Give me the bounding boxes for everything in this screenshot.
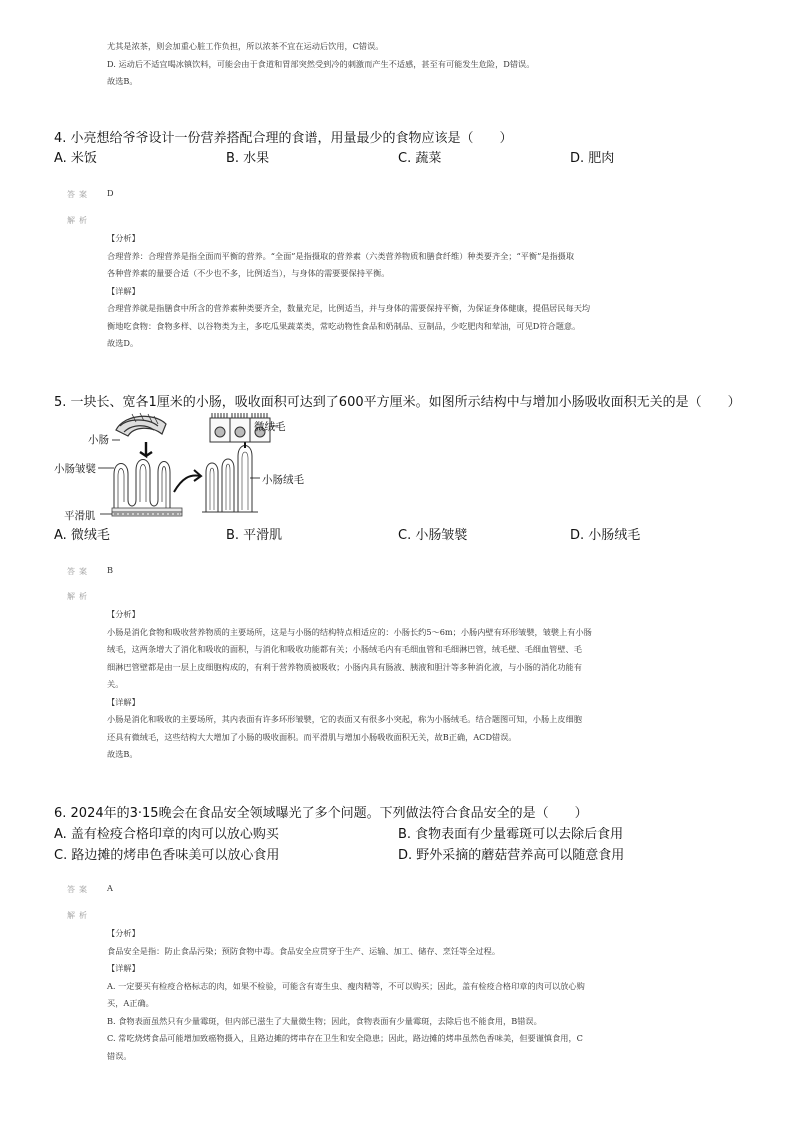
question-6-analysis bbox=[107, 925, 585, 1065]
label-intestinal-folds: 小肠皱襞 bbox=[54, 463, 96, 475]
answer-value: D bbox=[107, 188, 114, 198]
option-a: A. 米饭 bbox=[54, 151, 97, 166]
xiangjie-tag: 【详解】 bbox=[107, 696, 140, 707]
intestine-diagram bbox=[54, 412, 354, 524]
intestinal-folds-drawing bbox=[114, 460, 170, 509]
question-4-analysis bbox=[107, 230, 590, 353]
text-line: 买，A正确。 bbox=[107, 998, 154, 1008]
option-c: C. 小肠皱襞 bbox=[398, 528, 468, 543]
xiangjie-tag: 【详解】 bbox=[107, 963, 140, 973]
answer-value: B bbox=[107, 565, 114, 575]
answer-label: 答案 bbox=[67, 190, 91, 199]
xiangjie-tag: 【详解】 bbox=[107, 285, 140, 296]
text-line: 故选D。 bbox=[107, 338, 139, 348]
label-microvilli: 微绒毛 bbox=[254, 421, 286, 433]
text-line: 故选B。 bbox=[107, 76, 138, 86]
text-line: 错误。 bbox=[107, 1050, 132, 1061]
label-villi: 小肠绒毛 bbox=[262, 474, 304, 486]
text-line: 合理营养：合理营养是指全面而平衡的营养。“全面”是指摄取的营养素（六类营养物质和膳食纤维）种类要齐全；“平衡”是指摄取 bbox=[107, 250, 575, 261]
answer-value: A bbox=[107, 883, 113, 893]
villi-drawing bbox=[202, 446, 258, 513]
label-smooth-muscle: 平滑肌 bbox=[64, 510, 96, 522]
question-5-options bbox=[54, 525, 742, 546]
text-line: 合理营养就是指膳食中所含的营养素种类要齐全，数量充足，比例适当，并与身体的需要保持平衡，为保证身体健康，提倡居民每天均 bbox=[107, 303, 591, 313]
fenxi-tag: 【分析】 bbox=[107, 928, 140, 938]
top-continuation bbox=[107, 38, 534, 91]
text-line: B. 食物表面虽然只有少量霉斑，但内部已滋生了大量微生物；因此，食物表面有少量霉斑，去除后也不能食用，B错误。 bbox=[107, 1015, 542, 1026]
option-c: C. 蔬菜 bbox=[398, 151, 442, 166]
option-a: A. 盖有检疫合格印章的肉可以放心购买 bbox=[54, 827, 279, 842]
text-line: 细淋巴管壁都是由一层上皮细胞构成的，有利于营养物质被吸收；小肠内具有肠液、胰液和胆汁等多种消化液，与小肠的消化功能有 bbox=[107, 661, 582, 672]
option-b: B. 食物表面有少量霉斑可以去除后食用 bbox=[398, 827, 624, 842]
fenxi-tag: 【分析】 bbox=[107, 233, 140, 243]
fenxi-tag: 【分析】 bbox=[107, 609, 140, 619]
text-line: 各种营养素的量要合适（不少也不多，比例适当），与身体的需要要保持平衡。 bbox=[107, 268, 390, 278]
label-small-intestine: 小肠 bbox=[88, 434, 109, 446]
text-line: 食品安全是指：防止食品污染；预防食物中毒。食品安全应贯穿于生产、运输、加工、储存、烹饪等全过程。 bbox=[107, 945, 501, 956]
option-c: C. 路边摊的烤串色香味美可以放心食用 bbox=[54, 848, 280, 863]
text-line: 小肠是消化和吸收的主要场所，其内表面有许多环形皱襞，它的表面又有很多小突起，称为小肠绒毛。结合题图可知，小肠上皮细胞 bbox=[107, 714, 582, 724]
question-5-analysis bbox=[107, 606, 592, 764]
option-b: B. 水果 bbox=[226, 151, 270, 166]
question-4-options bbox=[54, 148, 742, 169]
question-5-stem: 5. 一块长、宽各1厘米的小肠，吸收面积可达到了600平方厘米。如图所示结构中与增加小肠吸收面积无关的是（ ） bbox=[54, 395, 741, 410]
text-line: 衡地吃食物：食物多样、以谷物类为主，多吃瓜果蔬菜类，常吃动物性食品和奶制品、豆制品，少吃肥肉和荤油，可见D符合题意。 bbox=[107, 320, 581, 331]
question-6-stem: 6. 2024年的3·15晚会在食品安全领域曝光了多个问题。下列做法符合食品安全的是（ ） bbox=[54, 806, 588, 821]
answer-label: 答案 bbox=[67, 567, 91, 576]
intestine-illustration bbox=[54, 412, 354, 524]
text-line: 还具有微绒毛，这些结构大大增加了小肠的吸收面积。而平滑肌与增加小肠吸收面积无关，故B正确，ACD错误。 bbox=[107, 731, 517, 742]
text-line: C. 常吃烧烤食品可能增加致癌物摄入，且路边摊的烤串存在卫生和安全隐患；因此，路边摊的烤串虽然色香味美，但要谨慎食用，C bbox=[107, 1033, 583, 1043]
small-intestine-drawing bbox=[116, 413, 166, 436]
option-b: B. 平滑肌 bbox=[226, 528, 283, 543]
analysis-label: 解析 bbox=[67, 216, 91, 225]
text-line: 故选B。 bbox=[107, 749, 138, 759]
text-line: 关。 bbox=[107, 679, 124, 689]
text-line: D. 运动后不适宜喝冰镇饮料，可能会由于食道和胃部突然受到冷的刺激而产生不适感，甚至有可能发生危险，D错误。 bbox=[107, 58, 535, 69]
option-a: A. 微绒毛 bbox=[54, 528, 110, 543]
option-d: D. 野外采摘的蘑菇营养高可以随意食用 bbox=[398, 848, 625, 863]
text-line: 小肠是消化食物和吸收营养物质的主要场所，这是与小肠的结构特点相适应的：小肠长约5～6m；小肠内壁有环形皱襞，皱襞上有小肠 bbox=[107, 626, 592, 637]
answer-label: 答案 bbox=[67, 885, 91, 894]
text-line: 尤其是浓茶，则会加重心脏工作负担，所以浓茶不宜在运动后饮用，C错误。 bbox=[107, 41, 384, 51]
text-line: 绒毛，这两条增大了消化和吸收的面积，与消化和吸收功能都有关；小肠绒毛内有毛细血管和毛细淋巴管，绒毛壁、毛细血管壁、毛 bbox=[107, 644, 582, 654]
option-d: D. 肥肉 bbox=[570, 151, 615, 166]
analysis-label: 解析 bbox=[67, 911, 91, 920]
smooth-muscle-drawing bbox=[112, 508, 182, 516]
question-6-options bbox=[54, 824, 754, 868]
arrow-down bbox=[140, 442, 152, 456]
question-4-stem: 4. 小亮想给爷爷设计一份营养搭配合理的食谱，用量最少的食物应该是（ ） bbox=[54, 131, 513, 146]
option-d: D. 小肠绒毛 bbox=[570, 528, 641, 543]
analysis-label: 解析 bbox=[67, 592, 91, 601]
text-line: A. 一定要买有检疫合格标志的肉，如果不检验，可能含有寄生虫、瘦肉精等，不可以购买；因此，盖有检疫合格印章的肉可以放心购 bbox=[107, 980, 585, 991]
curved-arrow bbox=[174, 476, 200, 492]
